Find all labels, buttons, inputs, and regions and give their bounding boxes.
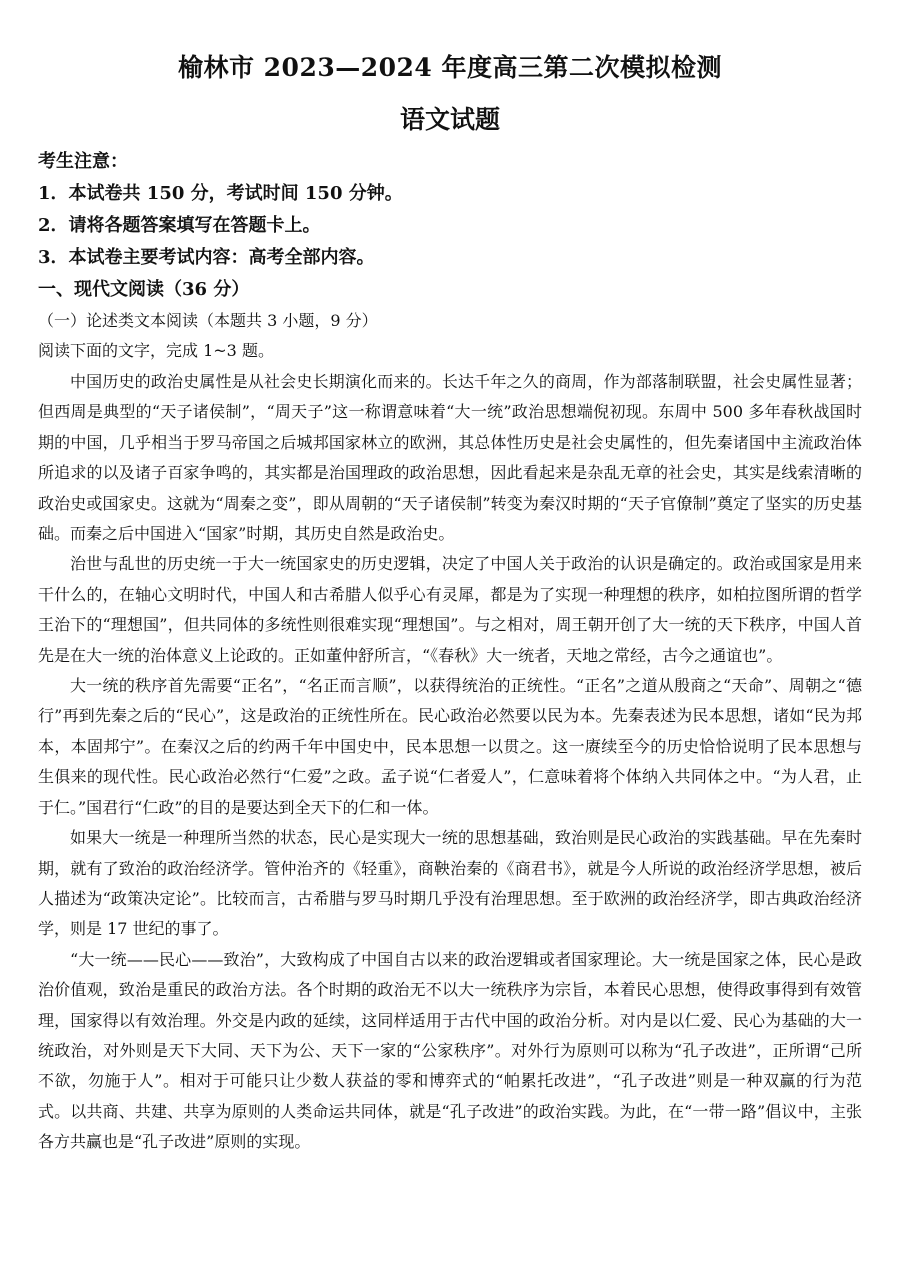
passage-paragraph: 大一统的秩序首先需要“正名”，“名正而言顺”，以获得统治的正统性。“正名”之道从殷商之“天命”、周朝之“德行”再到先秦之后的“民心”，这是政治的正统性所在。民心政治必然要以民为本。先秦表述为民本思想，诸如“民为邦本，本固邦宁”。在秦汉之后的约两千年中国史中，民本思想一以贯之。这一赓续至今的历史恰恰说明了民本思想与生俱来的现代性。民心政治必然行“仁爱”之政。孟子说“仁者爱人”，仁意味着将个体纳入共同体之中。“为人君，止于仁。”国君行“仁政”的目的是要达到全天下的仁和一体。 bbox=[38, 676, 862, 817]
passage-paragraph: 治世与乱世的历史统一于大一统国家史的历史逻辑，决定了中国人关于政治的认识是确定的。政治或国家是用来干什么的，在轴心文明时代，中国人和古希腊人似乎心有灵犀，都是为了实现一种理想的秩序，如柏拉图所谓的哲学王治下的“理想国”，但共同体的多统性则很难实现“理想国”。与之相对，周王朝开创了大一统的天下秩序，中国人首先是在大一统的治体意义上论政的。正如董仲舒所言，“《春秋》大一统者，天地之常经，古今之通谊也”。 bbox=[38, 554, 862, 665]
candidate-notice bbox=[38, 146, 862, 274]
exam-title: 榆林市 2023—2024 年度高三第二次模拟检测 bbox=[177, 53, 723, 82]
notice-item: 1．本试卷共 150 分，考试时间 150 分钟。 bbox=[38, 183, 403, 204]
notice-item: 2．请将各题答案填写在答题卡上。 bbox=[38, 215, 321, 236]
reading-passage bbox=[38, 367, 862, 1158]
passage-paragraph: 中国历史的政治史属性是从社会史长期演化而来的。长达千年之久的商周，作为部落制联盟，社会史属性显著；但西周是典型的“天子诸侯制”，“周天子”这一称谓意味着“大一统”政治思想端倪初现。东周中 500 多年春秋战国时期的中国，几乎相当于罗马帝国之后城邦国家林立的欧洲，其总体性历史是社会史属性的，但先秦诸国中主流政治体所追求的以及诸子百家争鸣的，其实都是治国理政的政治思想，因此看起来是杂乱无章的社会史，其实是线索清晰的政治史或国家史。这就为“周秦之变”，即从周朝的“天子诸侯制”转变为秦汉时期的“天子官僚制”奠定了坚实的历史基础。而秦之后中国进入“国家”时期，其历史自然是政治史。 bbox=[38, 372, 862, 544]
passage-paragraph: 如果大一统是一种理所当然的状态，民心是实现大一统的思想基础，致治则是民心政治的实践基础。早在先秦时期，就有了致治的政治经济学。管仲治齐的《轻重》，商鞅治秦的《商君书》，就是今人所说的政治经济学思想，被后人描述为“政策决定论”。比较而言，古希腊与罗马时期几乎没有治理思想。至于欧洲的政治经济学，即古典政治经济学，则是 17 世纪的事了。 bbox=[38, 828, 862, 939]
notice-heading: 考生注意： bbox=[38, 151, 128, 172]
exam-subtitle: 语文试题 bbox=[399, 105, 500, 134]
section-heading: 一、现代文阅读（36 分） bbox=[38, 279, 250, 300]
passage-paragraph: “大一统——民心——致治”，大致构成了中国自古以来的政治逻辑或者国家理论。大一统是国家之体，民心是政治价值观，致治是重民的政治方法。各个时期的政治无不以大一统秩序为宗旨，本着民心思想，使得政事得到有效管理，国家得以有效治理。外交是内政的延续，这同样适用于古代中国的政治分析。对内是以仁爱、民心为基础的大一统政治，对外则是天下大同、天下为公、天下一家的“公家秩序”。对外行为原则可以称为“孔子改进”，正所谓“己所不欲，勿施于人”。相对于可能只让少数人获益的零和博弈式的“帕累托改进”，“孔子改进”则是一种双赢的行为范式。以共商、共建、共享为原则的人类命运共同体，就是“孔子改进”的政治实践。为此，在“一带一路”倡议中，主张各方共赢也是“孔子改进”原则的实现。 bbox=[38, 949, 862, 1152]
notice-item: 3．本试卷主要考试内容：高考全部内容。 bbox=[38, 247, 375, 268]
section-subheading: （一）论述类文本阅读（本题共 3 小题，9 分） bbox=[38, 311, 378, 330]
reading-instruction: 阅读下面的文字，完成 1~3 题。 bbox=[38, 341, 274, 360]
